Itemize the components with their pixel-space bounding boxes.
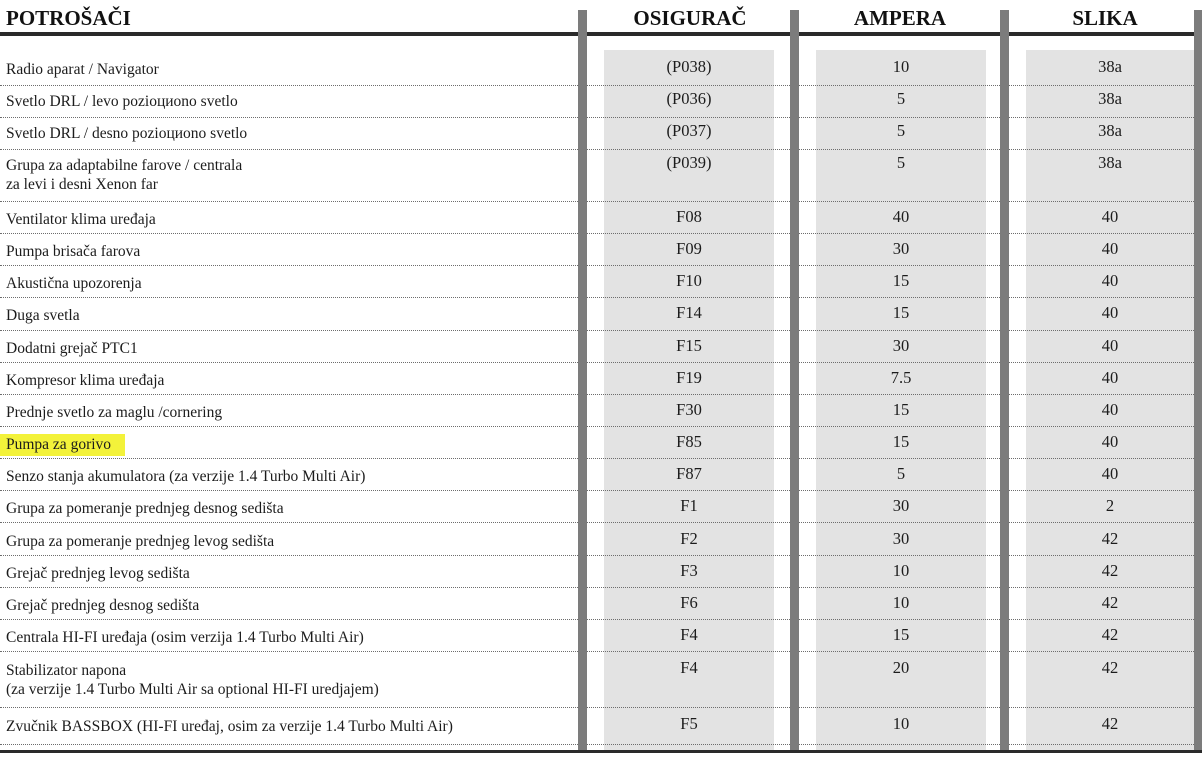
table-bottom-rule [0,750,1202,753]
fuse-value: (P039) [666,153,712,172]
row-divider [0,458,1202,459]
fuse-value: (P037) [666,121,712,140]
row-divider [0,117,1202,118]
amps-value: 20 [892,658,910,677]
consumer-name: Senzo stanja akumulatora (za verzije 1.4 Turbo Multi Air) [6,468,366,485]
figure-value: 42 [1101,561,1119,580]
amps-value: 10 [892,714,910,733]
fuse-value: F87 [676,464,702,483]
row-divider [0,265,1202,266]
amps-value: 10 [892,593,910,612]
amps-value: 30 [892,529,910,548]
amps-value: 30 [892,496,910,515]
row-divider [0,490,1202,491]
consumer-name: Stabilizator napona (za verzije 1.4 Turbo Multi Air sa optional HI-FI uredjajem) [6,662,379,698]
amps-value: 15 [892,400,910,419]
figure-value: 40 [1101,336,1119,355]
figure-value: 40 [1101,207,1119,226]
header-amps: AMPERA [853,5,947,30]
row-divider [0,426,1202,427]
fuse-value: (P036) [666,89,712,108]
row-divider [0,201,1202,202]
row-divider [0,555,1202,556]
fuse-value: F6 [680,593,698,612]
consumer-name: Svetlo DRL / levo pozioциono svetlo [6,93,238,110]
consumer-name [6,435,125,454]
row-divider [0,149,1202,150]
fuse-value: F10 [676,271,702,290]
fuse-value: F08 [676,207,702,226]
column-separator [1194,10,1202,750]
amps-value: 15 [892,271,910,290]
figure-value: 40 [1101,400,1119,419]
column-separator [578,10,587,750]
fuse-value: (P038) [666,57,712,76]
figure-value: 42 [1101,529,1119,548]
figure-value: 40 [1101,239,1119,258]
fuse-value: F1 [680,496,698,515]
consumer-name: Grejač prednjeg desnog sedišta [6,597,200,614]
amps-value: 10 [892,561,910,580]
figure-value: 38a [1098,121,1122,140]
fuse-value: F15 [676,336,702,355]
fuse-value: F09 [676,239,702,258]
figure-value: 40 [1101,464,1119,483]
amps-value: 15 [892,432,910,451]
figure-value: 2 [1105,496,1115,515]
figure-value: 38a [1098,153,1122,172]
header-fuse: OSIGURAČ [633,5,747,30]
consumer-name: Svetlo DRL / desno pozioциono svetlo [6,125,248,142]
fuse-value: F14 [676,303,702,322]
row-divider [0,619,1202,620]
consumer-name: Pumpa brisača farova [6,243,141,260]
fuse-value: F85 [676,432,702,451]
consumer-name: Centrala HI-FI uređaja (osim verzija 1.4 Turbo Multi Air) [6,629,364,646]
figure-value: 42 [1101,625,1119,644]
column-separator [790,10,799,750]
figure-value: 42 [1101,658,1119,677]
row-divider [0,651,1202,652]
amps-value: 5 [896,121,906,140]
consumer-name: Grejač prednjeg levog sedišta [6,565,190,582]
consumer-name: Ventilator klima uređaja [6,211,156,228]
consumer-name: Grupa za adaptabilne farove / centrala za levi i desni Xenon far [6,157,243,193]
consumer-name: Akustična upozorenja [6,275,142,292]
fuse-value: F4 [680,658,698,677]
consumer-name: Kompresor klima uređaja [6,372,165,389]
figure-value: 38a [1098,89,1122,108]
amps-value: 40 [892,207,910,226]
amps-value: 5 [896,153,906,172]
figure-value: 38a [1098,57,1122,76]
fuse-value: F5 [680,714,698,733]
amps-value: 10 [892,57,910,76]
consumer-name: Zvučnik BASSBOX (HI-FI uređaj, osim za verzije 1.4 Turbo Multi Air) [6,718,453,735]
fuse-value: F3 [680,561,698,580]
row-divider [0,85,1202,86]
column-separator [1000,10,1009,750]
fuse-value: F4 [680,625,698,644]
amps-value: 30 [892,239,910,258]
row-divider [0,233,1202,234]
consumer-name: Prednje svetlo za maglu /cornering [6,404,223,421]
figure-value: 40 [1101,432,1119,451]
consumer-name: Duga svetla [6,307,80,324]
fuse-value: F30 [676,400,702,419]
amps-value: 5 [896,464,906,483]
highlighted-consumer-name: Pumpa za gorivo [6,434,125,456]
row-divider [0,330,1202,331]
row-divider [0,394,1202,395]
row-divider [0,362,1202,363]
row-divider [0,744,1202,745]
figure-value: 42 [1101,593,1119,612]
figure-value: 40 [1101,368,1119,387]
amps-value: 30 [892,336,910,355]
amps-value: 15 [892,303,910,322]
amps-value: 5 [896,89,906,108]
row-divider [0,522,1202,523]
row-divider [0,587,1202,588]
header-figure: SLIKA [1072,5,1138,30]
consumer-name: Radio aparat / Navigator [6,61,159,78]
row-divider [0,707,1202,708]
figure-value: 40 [1101,271,1119,290]
amps-value: 7.5 [890,368,912,387]
figure-value: 42 [1101,714,1119,733]
consumer-name: Dodatni grejač PTC1 [6,340,138,357]
amps-value: 15 [892,625,910,644]
figure-value: 40 [1101,303,1119,322]
fuse-value: F2 [680,529,698,548]
row-divider [0,297,1202,298]
consumer-name: Grupa za pomeranje prednjeg levog sedišta [6,533,275,550]
consumer-name: Grupa za pomeranje prednjeg desnog sedišta [6,500,284,517]
header-consumers: POTROŠAČI [6,5,131,30]
fuse-value: F19 [676,368,702,387]
